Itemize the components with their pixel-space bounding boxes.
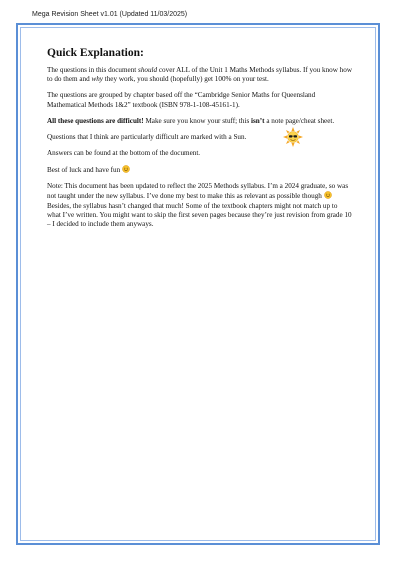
document-body [47,47,353,236]
paragraph-sun [47,133,353,142]
paragraph-syllabus [47,66,353,85]
text: The questions in this document [47,66,139,74]
smile-icon [122,165,130,173]
emphasis-why: why [91,75,103,84]
text: Questions that I think are particularly difficult are marked with a Sun. [47,132,247,141]
paragraph-difficulty [47,117,353,126]
text: Best of luck and have fun [47,165,121,174]
text: Besides, the syllabus hasn’t changed that much! Some of the textbook chapters might not match up to what I’ve written. You might want to skip the first seven pages because they’re just revision from grade 10 – I decided to include them anyways. [47,201,352,229]
bold-isnt: isn’t [251,116,265,125]
paragraph-answers: Answers can be found at the bottom of the document. [47,148,201,157]
text: cover ALL of the Unit 1 Maths Methods syllabus. If you know how to do them and [47,66,352,84]
paragraph-textbook: The questions are grouped by chapter based off the “Cambridge Senior Maths for Queensland Mathematical Methods 1&2” textbook (ISBN 978-1-108-45161-1). [47,91,316,109]
document-header: Mega Revision Sheet v1.01 (Updated 11/03/2025) [32,11,188,18]
paragraph-note [47,182,353,230]
text: Note: This document has been updated to reflect the 2025 Methods syllabus. I’m a 2024 graduate, so was not taught under the new syllabus. I’ve done my best to make this as relevant as possible though [47,181,349,201]
paragraph-good-luck [47,165,353,175]
text: they work, you should (hopefully) get 100% on your test. [102,75,269,84]
section-title: Quick Explanation: [47,47,144,59]
emphasis-should: should [138,66,158,74]
bold-warning: All these questions are difficult! [47,116,144,125]
text: Make sure you know your stuff; this [143,116,252,125]
text: a note page/cheat sheet. [264,116,335,125]
smile-icon [324,191,332,199]
sun-icon [283,127,303,147]
